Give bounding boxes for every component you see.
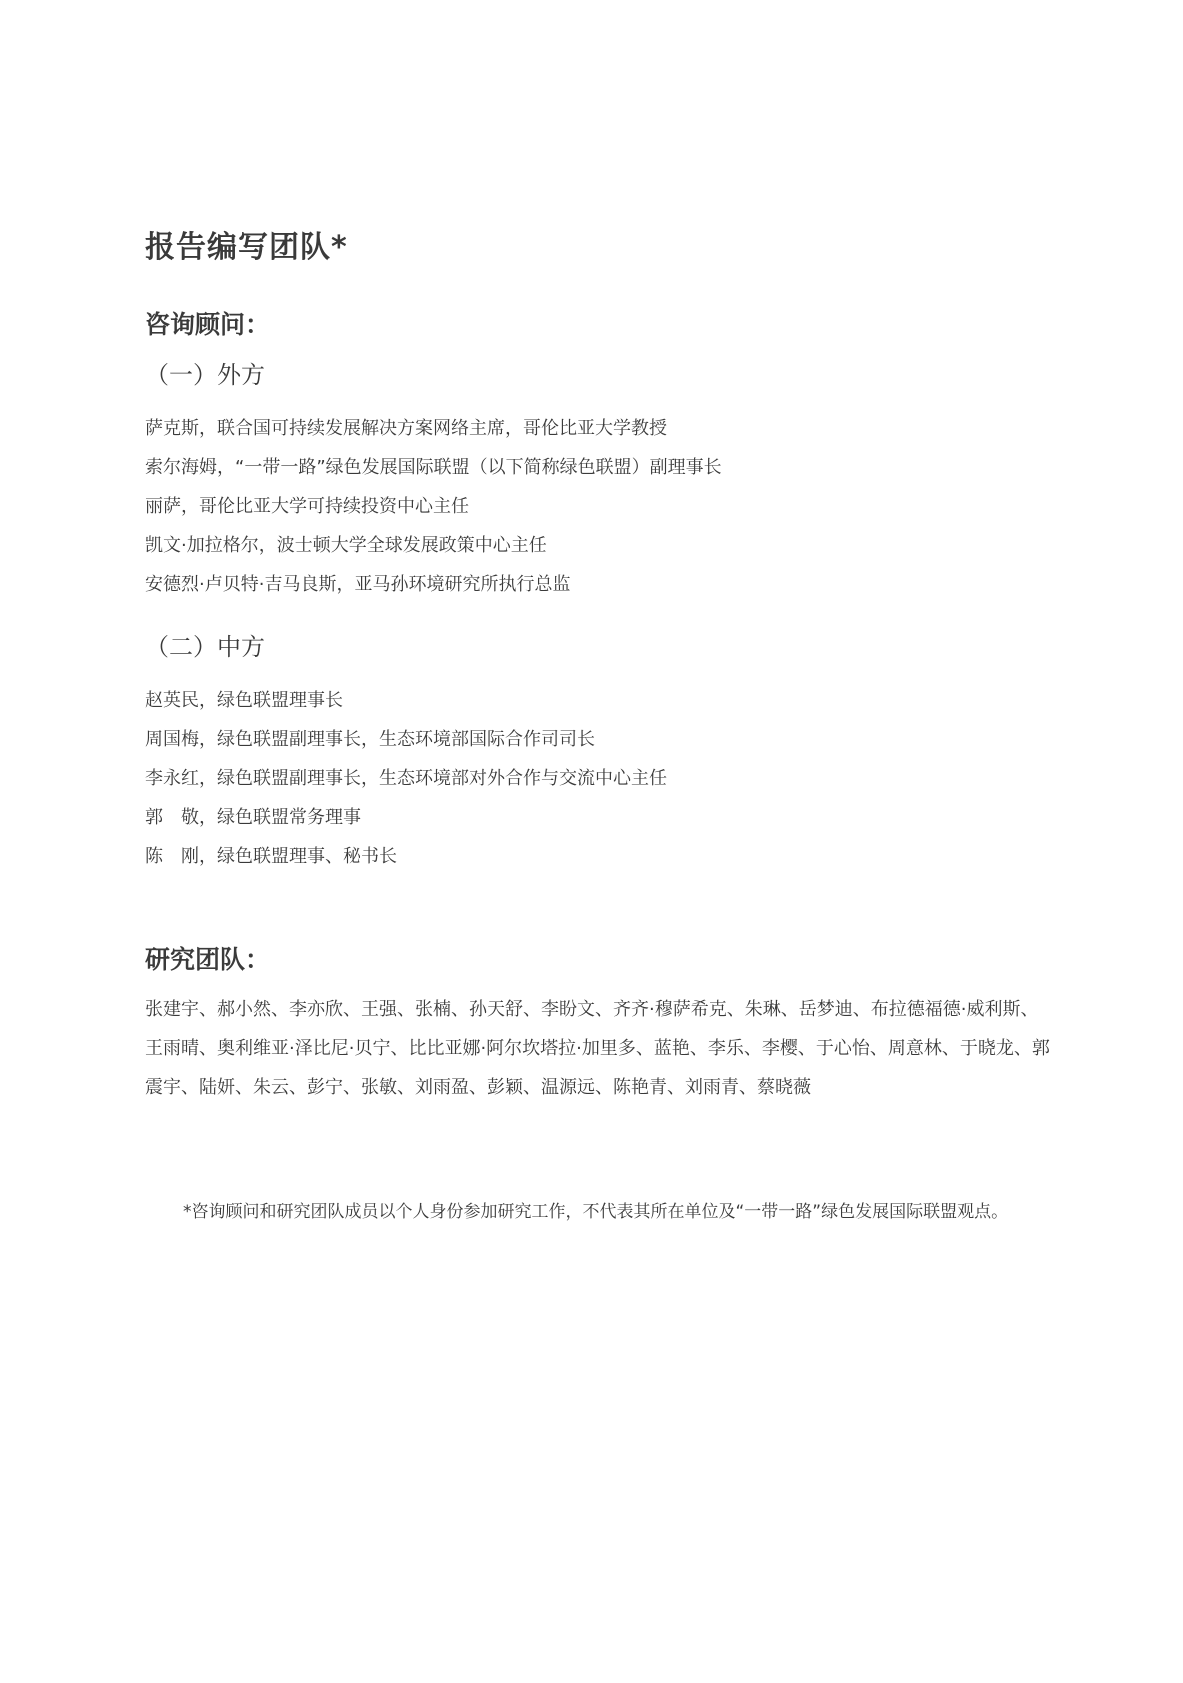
list-item: 李永红，绿色联盟副理事长，生态环境部对外合作与交流中心主任 <box>145 768 667 789</box>
list-item: 赵英民，绿色联盟理事长 <box>145 690 343 711</box>
chinese-advisors-list <box>145 681 667 876</box>
list-item: 索尔海姆，“一带一路”绿色发展国际联盟（以下简称绿色联盟）副理事长 <box>145 457 722 478</box>
research-team-members: 张建宇、郝小然、李亦欣、王强、张楠、孙天舒、李盼文、齐齐·穆萨希克、朱琳、岳梦迪、布拉德福德·威利斯、王雨晴、奥利维亚·泽比尼·贝宁、比比亚娜·阿尔坎塔拉·加里多、蓝艳、李乐、李樱、于心怡、周意林、于晓龙、郭震宇、陆妍、朱云、彭宁、张敏、刘雨盈、彭颖、温源远、陈艳青、刘雨青、蔡晓薇 <box>145 999 1050 1098</box>
footnote: *咨询顾问和研究团队成员以个人身份参加研究工作，不代表其所在单位及“一带一路”绿色发展国际联盟观点。 <box>183 1202 1009 1222</box>
list-item: 周国梅，绿色联盟副理事长，生态环境部国际合作司司长 <box>145 729 595 750</box>
list-item: 安德烈·卢贝特·吉马良斯，亚马孙环境研究所执行总监 <box>145 574 571 595</box>
list-item: 丽萨，哥伦比亚大学可持续投资中心主任 <box>145 496 469 517</box>
list-item: 萨克斯，联合国可持续发展解决方案网络主席，哥伦比亚大学教授 <box>145 418 667 439</box>
list-item: 郭 敬，绿色联盟常务理事 <box>145 807 361 828</box>
page-title: 报告编写团队* <box>145 230 348 265</box>
list-item: 凯文·加拉格尔，波士顿大学全球发展政策中心主任 <box>145 535 547 556</box>
chinese-advisors-heading: （二）中方 <box>145 633 265 661</box>
list-item: 陈 刚，绿色联盟理事、秘书长 <box>145 846 397 867</box>
research-team-heading: 研究团队： <box>145 945 271 974</box>
foreign-advisors-heading: （一）外方 <box>145 361 265 389</box>
foreign-advisors-list <box>145 409 722 604</box>
advisors-heading: 咨询顾问： <box>145 310 271 339</box>
